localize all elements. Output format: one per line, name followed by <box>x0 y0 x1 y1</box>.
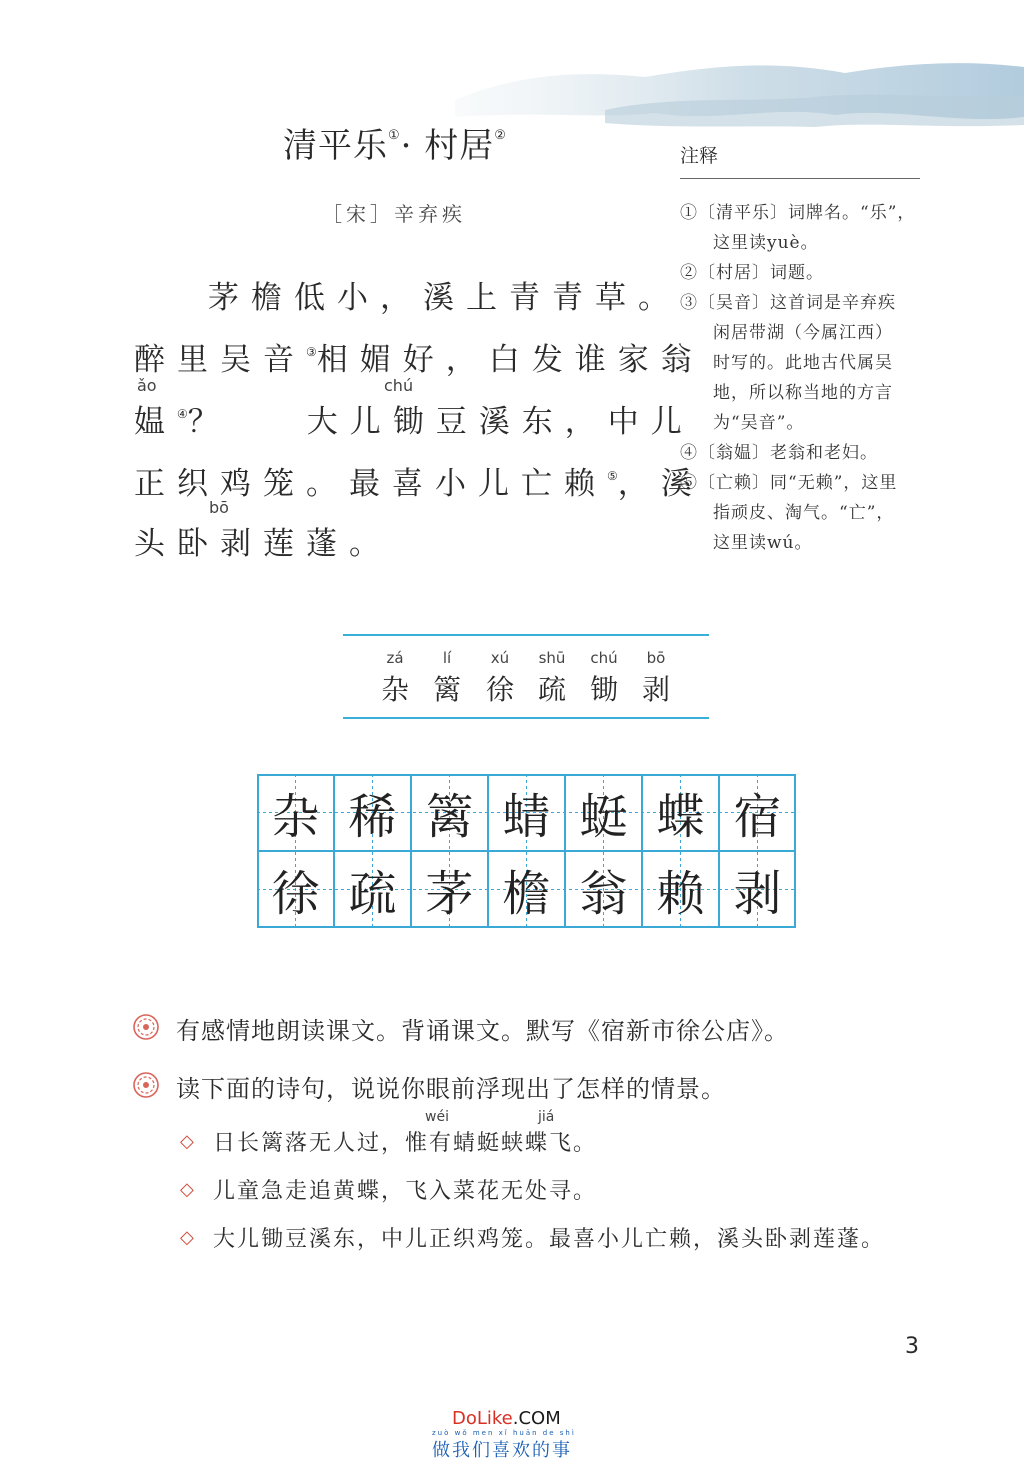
note-text: 时写的。此地古代属吴 <box>713 353 893 373</box>
exercise-1: 有感情地朗读课文。背诵课文。默写《宿新市徐公店》。 <box>176 1017 789 1045</box>
writing-grid <box>257 774 796 928</box>
footnote-ref-3: ③ <box>306 345 317 359</box>
note-text: ②〔村居〕词题。 <box>680 263 824 283</box>
poem-text: 正织鸡笼。最喜小儿亡赖 <box>134 466 607 502</box>
diamond-bullet-icon: ◇ <box>180 1227 194 1248</box>
note-text: 地，所以称当地的方言 <box>713 383 893 403</box>
grid-char: 疏 <box>348 866 397 922</box>
poem-text: 相媚好，白发谁家翁 <box>316 342 704 378</box>
exercise-badge-icon <box>133 1014 159 1040</box>
grid-char: 茅 <box>425 866 474 922</box>
poem-text: ？ <box>187 404 231 440</box>
poem-line-5: 头卧剥莲蓬。 <box>134 526 392 562</box>
grid-char: 翁 <box>579 866 628 922</box>
vocab-pinyin: chú <box>590 649 618 667</box>
note-text: ③〔吴音〕这首词是辛弃疾 <box>680 293 896 313</box>
note-text: ⑤〔亡赖〕同“无赖”，这里 <box>680 473 898 493</box>
pinyin-jia: jiá <box>538 1109 555 1125</box>
grid-char: 宿 <box>733 789 782 845</box>
poem-line-1: 茅檐低小，溪上青青草。 <box>208 280 681 316</box>
title-main: 清平乐 <box>283 126 388 166</box>
note-1 <box>680 198 924 258</box>
pinyin-bo: bō <box>209 498 229 517</box>
note-5 <box>680 468 924 558</box>
grid-char: 剥 <box>733 866 782 922</box>
notes-divider <box>680 178 920 179</box>
pinyin-wei: wéi <box>425 1109 449 1125</box>
vocab-word: 篱 <box>432 673 461 706</box>
ink-wash-decoration <box>455 55 1024 135</box>
logo-suffix: .COM <box>512 1408 561 1429</box>
note-text: 指顽皮、淘气。“亡”， <box>713 503 895 523</box>
note-text: 这里读wú。 <box>713 533 813 553</box>
title-sub: 村居 <box>424 126 495 166</box>
vocab-pinyin: zá <box>386 649 404 667</box>
grid-char: 蜓 <box>579 789 628 845</box>
note-4 <box>680 438 924 468</box>
title-separator: · <box>400 126 425 166</box>
note-text: ①〔清平乐〕词牌名。“乐”， <box>680 203 916 223</box>
note-text: ④〔翁媪〕老翁和老妇。 <box>680 443 878 463</box>
watermark-logo <box>452 1408 561 1429</box>
poem-line-2 <box>134 334 704 379</box>
exercise-badge-icon <box>133 1072 159 1098</box>
grid-char: 蝶 <box>656 789 705 845</box>
poem-excerpt-1: 日长篱落无人过，惟有蜻蜓蛱蝶飞。 <box>213 1131 598 1156</box>
grid-char: 蜻 <box>502 789 551 845</box>
poem-text: 醉里吴音 <box>134 342 306 378</box>
poem-line-4 <box>134 458 704 503</box>
poem-text: 大儿锄豆溪东，中儿 <box>306 404 694 440</box>
vocab-pinyin: lí <box>442 649 452 667</box>
grid-char: 徐 <box>271 866 320 922</box>
note-text: 为“吴音”。 <box>713 413 805 433</box>
note-3 <box>680 288 924 438</box>
note-text: 闲居带湖（今属江西） <box>713 323 893 343</box>
poem-text: 媪 <box>134 404 177 440</box>
poem-line-3 <box>134 396 694 441</box>
poem-title <box>283 118 507 167</box>
vocab-word: 杂 <box>380 673 409 706</box>
poem-text: ，溪 <box>617 466 704 502</box>
grid-char: 稀 <box>348 789 397 845</box>
grid-char: 杂 <box>271 789 320 845</box>
vocab-word: 剥 <box>641 673 670 706</box>
pinyin-ao: ǎo <box>137 376 157 395</box>
vocab-word: 疏 <box>537 673 566 706</box>
watermark-slogan-pinyin: zuò wǒ men xǐ huān de shì <box>432 1429 576 1437</box>
footnote-ref-4: ④ <box>177 407 188 421</box>
vocab-pinyin: shū <box>538 649 566 667</box>
grid-char: 赖 <box>656 866 705 922</box>
vocab-pinyin: xú <box>490 649 510 667</box>
exercise-2: 读下面的诗句，说说你眼前浮现出了怎样的情景。 <box>176 1075 726 1103</box>
vocab-top-rule <box>343 634 709 636</box>
vocab-bottom-rule <box>343 717 709 719</box>
poem-excerpt-3: 大儿锄豆溪东，中儿正织鸡笼。最喜小儿亡赖，溪头卧剥莲蓬。 <box>213 1227 886 1252</box>
watermark-slogan: 做我们喜欢的事 <box>432 1440 572 1461</box>
poem-author: ［宋］辛弃疾 <box>322 202 466 226</box>
poem-excerpt-2: 儿童急走追黄蝶，飞入菜花无处寻。 <box>213 1179 598 1204</box>
footnote-ref-1: ① <box>388 128 401 143</box>
grid-char: 檐 <box>502 866 551 922</box>
logo-brand: DoLike <box>452 1408 513 1429</box>
vocab-word: 锄 <box>589 673 618 706</box>
diamond-bullet-icon: ◇ <box>180 1131 194 1152</box>
notes-heading: 注释 <box>680 145 719 167</box>
diamond-bullet-icon: ◇ <box>180 1179 194 1200</box>
footnote-ref-2: ② <box>494 128 507 143</box>
grid-char: 篱 <box>425 789 474 845</box>
note-text: 这里读yuè。 <box>713 233 819 253</box>
pinyin-chu: chú <box>384 376 414 395</box>
footnote-ref-5: ⑤ <box>607 469 618 483</box>
vocab-pinyin: bō <box>646 649 666 667</box>
note-2 <box>680 258 924 288</box>
vocab-word: 徐 <box>485 673 514 706</box>
page-number: 3 <box>905 1334 919 1359</box>
